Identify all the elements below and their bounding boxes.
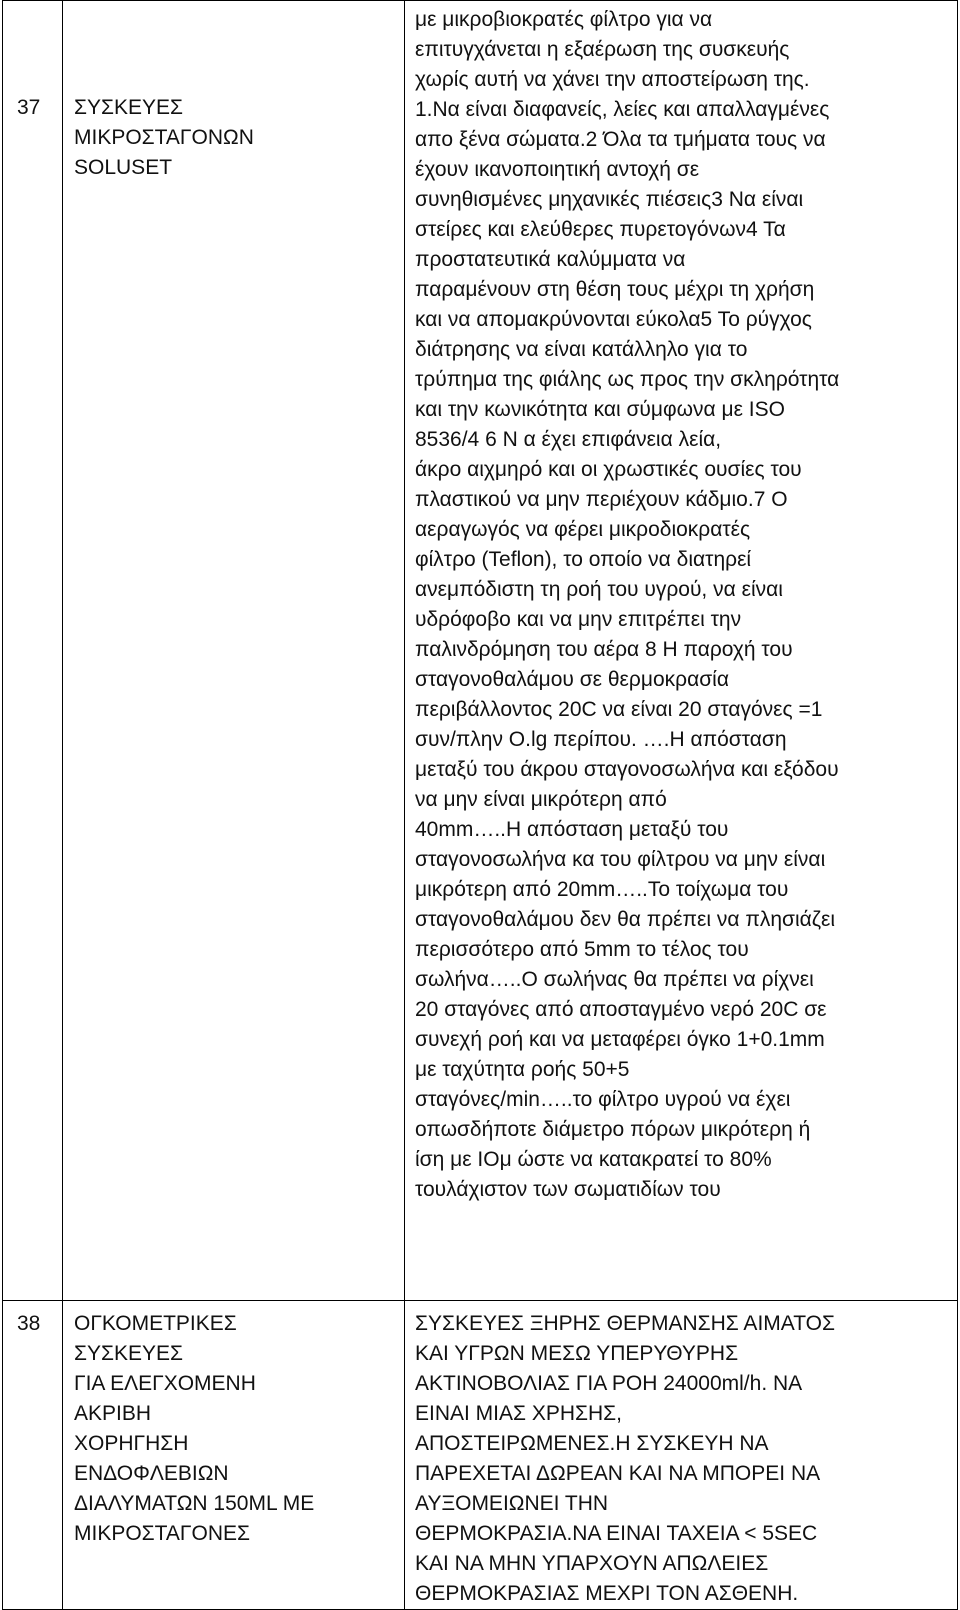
item-name: [63, 1, 405, 1301]
table-row: [3, 1, 958, 1301]
item-number: [3, 1, 63, 1301]
table-row: [3, 1301, 958, 1610]
specification-table: [2, 0, 958, 1610]
item-name-text: ΟΓΚΟΜΕΤΡΙΚΕΣ ΣΥΣΚΕΥΕΣ ΓΙΑ ΕΛΕΓΧΟΜΕΝΗ ΑΚΡΙΒΗ ΧΟΡΗΓΗΣΗ ΕΝΔΟΦΛΕΒΙΩΝ ΔΙΑΛΥΜΑΤΩΝ 150ML ΜΕ ΜΙΚΡΟΣΤΑΓΟΝΕΣ: [74, 1312, 315, 1545]
item-description: [405, 1, 958, 1301]
item-description-text: με μικροβιοκρατές φίλτρο για να επιτυγχάνεται η εξαέρωση της συσκευής χωρίς αυτή να χάνει την αποστείρωση της. 1.Να είναι διαφανείς, λείες και απαλλαγμένες απο ξένα σώματα.2 Όλα τα τμήματα τους να έχουν ικανοποιητική αντοχή σε συνηθισμένες μηχανικές πιέσεις3 Να είναι στείρες και ελεύθερες πυρετογόνων4 Τα προστατευτικά καλύμματα να παραμένουν στη θέση τους μέχρι τη χρήση και να απομακρύνονται εύκολα5 Το ρύγχος διάτρησης να είναι κατάλληλο για το τρύπημα της φιάλης ως προς την σκληρότητα και την κωνικότητα και σύμφωνα με ISO 8536/4 6 Ν α έχει επιφάνεια λεία, άκρο αιχμηρό και οι χρωστικές ουσίες του πλαστικού να μην περιέχουν κάδμιο.7 Ο αεραγωγός να φέρει μικροδιοκρατές φίλτρο (Teflon), το οποίο να διατηρεί ανεμπόδιστη τη ροή του υγρού, να είναι υδρόφοβο και να μην επιτρέπει την παλινδρόμηση του αέρα 8 Η παροχή του σταγονοθαλάμου σε θερμοκρασία περιβάλλοντος 20C να είναι 20 σταγόνες =1 συν/πλην O.lg περίπου. ….Η απόσταση μεταξύ του άκρου σταγονοσωλήνα και εξόδου να μην είναι μικρότερη από 40mm…..Η απόσταση μεταξύ του σταγονοσωλήνα κα του φίλτρου να μην είναι μικρότερη από 20mm…..Το τοίχωμα του σταγονοθαλάμου δεν θα πρέπει να πλησιάζει περισσότερο από 5mm το τέλος του σωλήνα…..Ο σωλήνας θα πρέπει να ρίχνει 20 σταγόνες από αποσταγμένο νερό 20C σε συνεχή ροή και να μεταφέρει όγκο 1+0.1mm με ταχύτητα ροής 50+5 σταγόνες/min…..το φίλτρο υγρού να έχει οπωσδήποτε διάμετρο πόρων μικρότερη ή ίση με IOμ ώστε να κατακρατεί το 80% τουλάχιστον των σωματιδίων του: [415, 8, 840, 1201]
item-number-text: 37: [17, 96, 41, 119]
item-number-text: 38: [17, 1312, 41, 1335]
item-name: [63, 1301, 405, 1610]
item-description: [405, 1301, 958, 1610]
item-description-text: ΣΥΣΚΕΥΕΣ ΞΗΡΗΣ ΘΕΡΜΑΝΣΗΣ ΑΙΜΑΤΟΣ ΚΑΙ ΥΓΡΩΝ ΜΕΣΩ ΥΠΕΡΥΘΥΡΗΣ ΑΚΤΙΝΟΒΟΛΙΑΣ ΓΙΑ ΡΟΗ 24000ml/h. ΝΑ ΕΙΝΑΙ ΜΙΑΣ ΧΡΗΣΗΣ, ΑΠΟΣΤΕΙΡΩΜΕΝΕΣ.Η ΣΥΣΚΕΥΗ ΝΑ ΠΑΡΕΧΕΤΑΙ ΔΩΡΕΑΝ ΚΑΙ ΝΑ ΜΠΟΡΕΙ ΝΑ ΑΥΞΟΜΕΙΩΝΕΙ ΤΗΝ ΘΕΡΜΟΚΡΑΣΙΑ.ΝΑ ΕΙΝΑΙ ΤΑΧΕΙΑ < 5SEC ΚΑΙ ΝΑ ΜΗΝ ΥΠΑΡΧΟΥΝ ΑΠΩΛΕΙΕΣ ΘΕΡΜΟΚΡΑΣΙΑΣ ΜΕΧΡΙ ΤΟΝ ΑΣΘΕΝΗ.: [415, 1312, 835, 1605]
item-name-text: ΣΥΣΚΕΥΕΣ ΜΙΚΡΟΣΤΑΓΟΝΩΝ SOLUSET: [74, 96, 254, 179]
item-number: [3, 1301, 63, 1610]
